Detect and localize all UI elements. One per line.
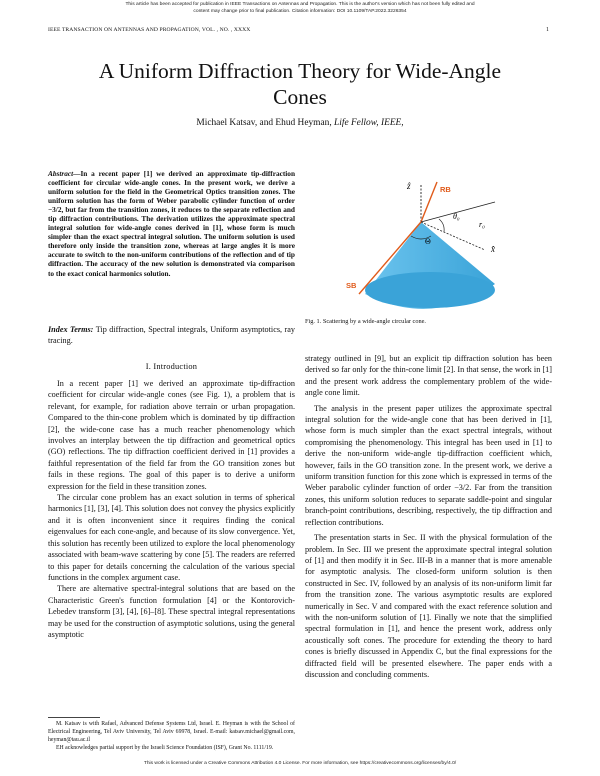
- footnote: M. Katsav is with Rafael, Advanced Defense Systems Ltd, Israel. E. Heyman is with the School of Electrical Engineering, Tel Aviv University, Tel Aviv 69978, Israel. E-mail: katsav.michael@gmail.com, heyman@tau.ac.il: [48, 721, 295, 743]
- paragraph: In a recent paper [1] we derived an approximate tip-diffraction coefficient for circular wide-angle cones (see Fig. 1), a problem that is relevant, for example, for radiation above terrain or urban propagation. Compared to the thin-cone problem which is dominated by tip diffraction [2], the wide-cone case has a much reacher phenomenology which involves an interplay between the tip diffraction and geometrical optics (GO) reflections. The tip diffraction coefficient derived in [1] provides a faithful representation of the field far from the GO transition zones but fails in these regions. The goal of this paper is to derive a uniform expression for the field in these transition zones.: [48, 379, 295, 491]
- footnote-separator: [48, 717, 100, 718]
- banner-line-2: content may change prior to final publication. Citation information: DOI 10.1109/TAP.2022.3226354: [193, 9, 407, 14]
- cone-figure: [345, 172, 505, 322]
- rb-label: RB: [440, 185, 451, 194]
- abstract: [48, 169, 295, 278]
- paragraph: The presentation starts in Sec. II with the physical formulation of the problem. In Sec. III we present the approximate spectral integral solution of [1] and then modify it in Sec. III-B in a manner that is more amenable for asymptotic analysis. The closed-form uniform solution is then constructed in Sec. IV, followed by an analysis of its non-uniform limit far from the transition zone. The various asymptotic results are explored numerically in Sec. V and compared with the exact reference solution and with the non-uniform solution of [1]. Finally we note that the simplified spectral formulation in [1], and hence the present work, address only acoustically soft cones. The procedure for extending the theory to hard cones is briefly discussed in Appendix C, but the final expressions for the diffracted field will be presented elsewhere. The paper ends with a discussion and concluding comments.: [305, 533, 552, 679]
- paragraph: The circular cone problem has an exact solution in terms of spherical harmonics [1], [3], [4]. This solution does not convey the physics explicitly and it is often inconvenient since it requires finding the conical eigenvalues for each cone-angle, and because of its slow convergence. Yet, this solution has recently been utilized to explore the local phenomenology associated with beam-wave scattering by cone [5]. The readers are referred to this paper for details concerning the calculation of the various special functions in the complex argument case.: [48, 493, 295, 582]
- theta-label: Θ: [425, 237, 431, 246]
- index-terms-text: Tip diffraction, Spectral integrals, Uniform asymptotics, ray tracing.: [48, 325, 295, 345]
- x-label: x̂: [491, 244, 495, 254]
- banner-line-1: This article has been accepted for publication in IEEE Transactions on Antennas and Propagation. This is the author's version which has not been fully edited and: [125, 2, 475, 7]
- theta0-label: θ₀: [453, 212, 460, 221]
- running-head: IEEE TRANSACTION ON ANTENNAS AND PROPAGATION, VOL. , NO. , XXXX: [48, 27, 251, 33]
- footnote: EH acknowledges partial support by the Israeli Science Foundation (ISF), Grant No. 1111/19.: [56, 745, 274, 751]
- page-number: 1: [546, 27, 549, 33]
- paragraph: strategy outlined in [9], but an explicit tip diffraction solution has been derived so far only for the thin-cone limit [2]. In that sense, the work in [1] and the present work address the complementary problem of the wide-angle cone limit.: [305, 354, 552, 398]
- author-fellow: Life Fellow, IEEE,: [334, 118, 404, 128]
- theta0-arc: [439, 219, 444, 232]
- z-label: ẑ: [407, 181, 411, 191]
- abstract-label: Abstract: [48, 169, 74, 178]
- publication-banner: [0, 1, 600, 15]
- cone-base: [365, 272, 495, 308]
- r0-label: r₀: [479, 220, 485, 229]
- abstract-text: —In a recent paper [1] we derived an approximate tip-diffraction coefficient for circular wide-angle cones. In the present work, we derive a uniform solution for the field in the Geometrical Optics transition zones. The uniform solution has the form of Weber parabolic cylinder function of order −3/2, but far from the transition zones, it reduces to the separate reflection and tip diffraction contributions. The derivation utilizes the approximate spectral integral solution for wide-angle cones derived in [1], whose form is much simpler than the exact spectral integral solution. The uniform solution is used therefore only inside the transition zone, whereas at large angles it is more accurate to switch to the non-uniform contributions of the reflection and of tip diffraction. The accuracy of the new solution is demonstrated via comparison to the exact conical harmonics solution.: [48, 169, 295, 278]
- index-terms: [48, 324, 295, 346]
- right-column: [305, 353, 552, 680]
- title-line-2: Cones: [273, 85, 327, 109]
- rb-ray: [421, 182, 437, 222]
- paragraph: There are alternative spectral-integral solutions that are based on the Characteristic Green's function formulation [4] or the Kontorovich-Lebedev transform [3], [4], [6]–[8]. These spectral integral representations may be used for the construction of asymptotic solutions, using the general asymptotic: [48, 584, 295, 639]
- section-heading: I. Introduction: [145, 362, 198, 371]
- author-names: Michael Katsav, and Ehud Heyman,: [196, 118, 332, 128]
- paragraph: The analysis in the present paper utilizes the approximate spectral integral solution for the wide-angle cone that has been derived in [1], whose form is much simpler than the exact spectral integrals, without compromising the phenomenology. This integral has been used in [1] to derive the non-uniform wide-angle tip-diffraction coefficient which, however, fails in the GO transition zone. In the present work, we derive a uniform transition function for this zone which is expressed in terms of the Weber parabolic cylinder function of order −3/2. Far from the transition zones, this uniform solution reduces to separate saddle-point and singular branch-point contributions, describing, respectively, the tip diffraction and reflection contributions.: [305, 403, 552, 527]
- title-line-1: A Uniform Diffraction Theory for Wide-Angle: [98, 59, 502, 83]
- footnotes: [48, 720, 295, 752]
- left-column: [48, 378, 295, 640]
- author-line: [40, 118, 560, 128]
- paper-title: [40, 58, 560, 110]
- license-line: This work is licensed under a Creative Commons Attribution 4.0 License. For more information, see https://creativecommons.org/licenses/by/4.0/: [143, 761, 457, 766]
- sb-label: SB: [346, 281, 357, 290]
- index-terms-label: Index Terms:: [48, 325, 94, 334]
- figure-caption: Fig. 1. Scattering by a wide-angle circular cone.: [305, 318, 426, 325]
